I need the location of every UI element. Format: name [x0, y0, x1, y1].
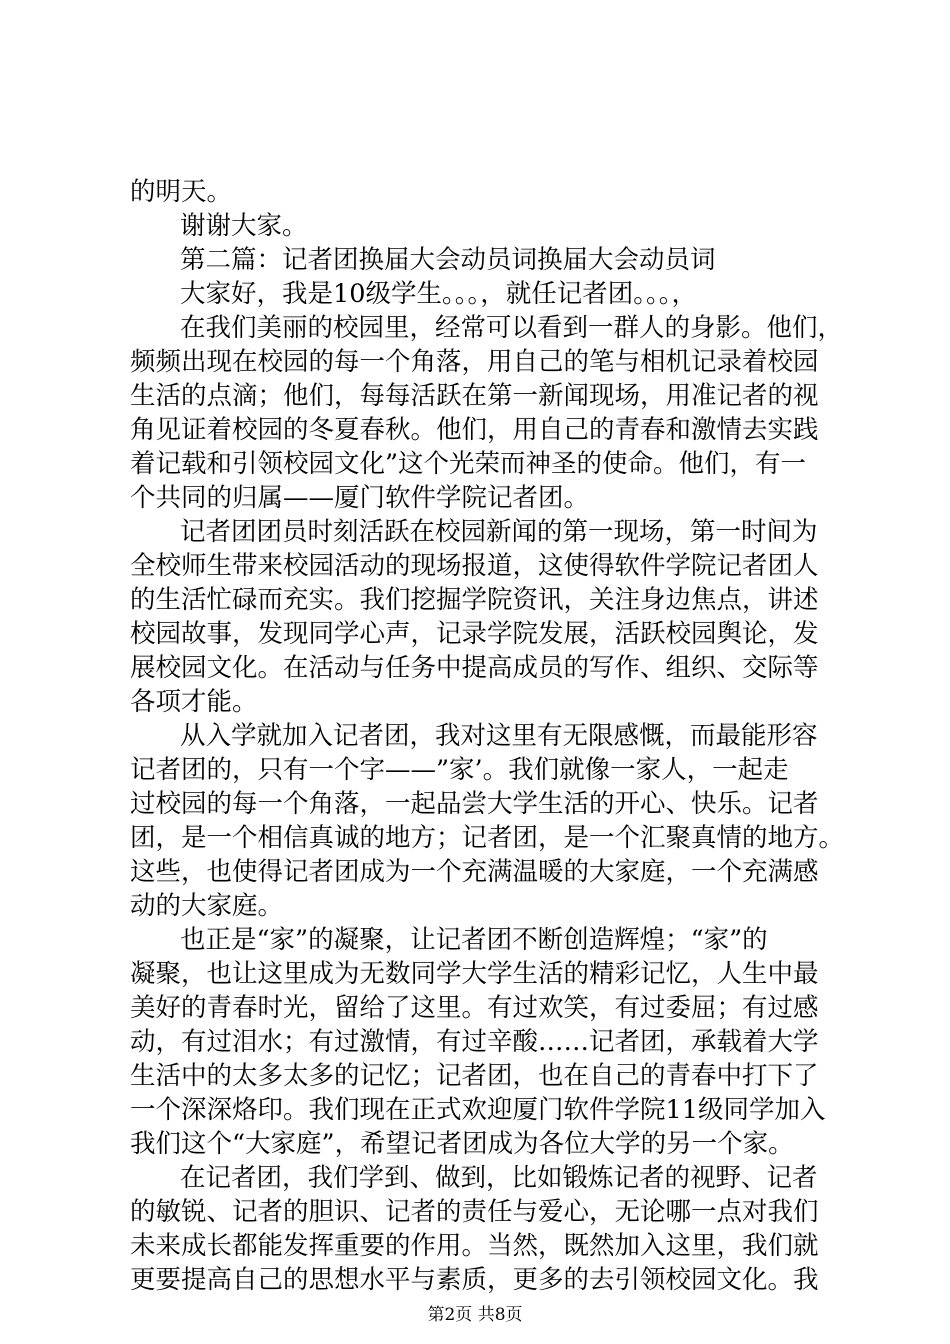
text-line: 一个深深烙印。我们现在正式欢迎厦门软件学院11级同学加入	[130, 1095, 826, 1125]
text-line: 的明天。	[130, 177, 233, 207]
text-line: 频频出现在校园的每一个角落，用自己的笔与相机记录着校园	[130, 347, 819, 377]
text-line: 谢谢大家。	[180, 211, 308, 241]
text-line: 生活中的太多太多的记忆；记者团，也在自己的青春中打下了	[130, 1061, 819, 1091]
text-line: 展校园文化。在活动与任务中提高成员的写作、组织、交际等	[130, 653, 819, 683]
text-line: 的敏锐、记者的胆识、记者的责任与爱心，无论哪一点对我们	[130, 1197, 819, 1227]
text-line: 角见证着校园的冬夏春秋。他们，用自己的青春和激情去实践	[130, 415, 819, 445]
paragraph-first-line: 也正是“家”的凝聚，让记者团不断创造辉煌；“家”的	[180, 925, 768, 955]
text-line: 更要提高自己的思想水平与素质，更多的去引领校园文化。我	[130, 1265, 819, 1295]
text-line: 这些，也使得记者团成为一个充满温暖的大家庭，一个充满感	[130, 857, 819, 887]
paragraph-first-line: 记者团团员时刻活跃在校园新闻的第一现场，第一时间为	[180, 517, 818, 547]
section-heading: 第二篇：记者团换届大会动员词换届大会动员词	[180, 245, 716, 275]
text-line: 记者团的，只有一个字——”家’。我们就像一家人，一起走	[130, 755, 789, 785]
text-line: 生活的点滴；他们，每每活跃在第一新闻现场，用准记者的视	[130, 381, 819, 411]
text-line: 美好的青春时光，留给了这里。有过欢笑，有过委屈；有过感	[130, 993, 819, 1023]
paragraph-first-line: 在记者团，我们学到、做到，比如锻炼记者的视野、记者	[180, 1163, 818, 1193]
text-line: 过校园的每一个角落，一起品尝大学生活的开心、快乐。记者	[130, 789, 819, 819]
text-line: 个共同的归属——厦门软件学院记者团。	[130, 483, 590, 513]
text-line: 大家好，我是10级学生。。。，就任记者团。。。，	[180, 279, 697, 309]
text-line: 凝聚，也让这里成为无数同学大学生活的精彩记忆，人生中最	[130, 959, 819, 989]
page-number-footer: 第2页 共8页	[427, 1305, 523, 1325]
text-line: 校园故事，发现同学心声，记录学院发展，活跃校园舆论，发	[130, 619, 819, 649]
text-line: 未来成长都能发挥重要的作用。当然，既然加入这里，我们就	[130, 1231, 819, 1261]
text-line: 的生活忙碌而充实。我们挖掘学院资讯，关注身边焦点，讲述	[130, 585, 819, 615]
text-line: 动，有过泪水；有过激情，有过辛酸……记者团，承载着大学	[130, 1027, 819, 1057]
text-line: 全校师生带来校园活动的现场报道，这使得软件学院记者团人	[130, 551, 819, 581]
paragraph-first-line: 在我们美丽的校园里，经常可以看到一群人的身影。他们，	[180, 313, 844, 343]
text-line: 着记载和引领校园文化”这个光荣而神圣的使命。他们，有一	[130, 449, 807, 479]
paragraph-first-line: 从入学就加入记者团，我对这里有无限感慨，而最能形容	[180, 721, 818, 751]
text-line: 我们这个“大家庭”，希望记者团成为各位大学的另一个家。	[130, 1129, 794, 1159]
text-line: 各项才能。	[130, 687, 258, 717]
text-line: 团，是一个相信真诚的地方；记者团，是一个汇聚真情的地方。	[130, 823, 845, 853]
text-line: 动的大家庭。	[130, 891, 284, 921]
